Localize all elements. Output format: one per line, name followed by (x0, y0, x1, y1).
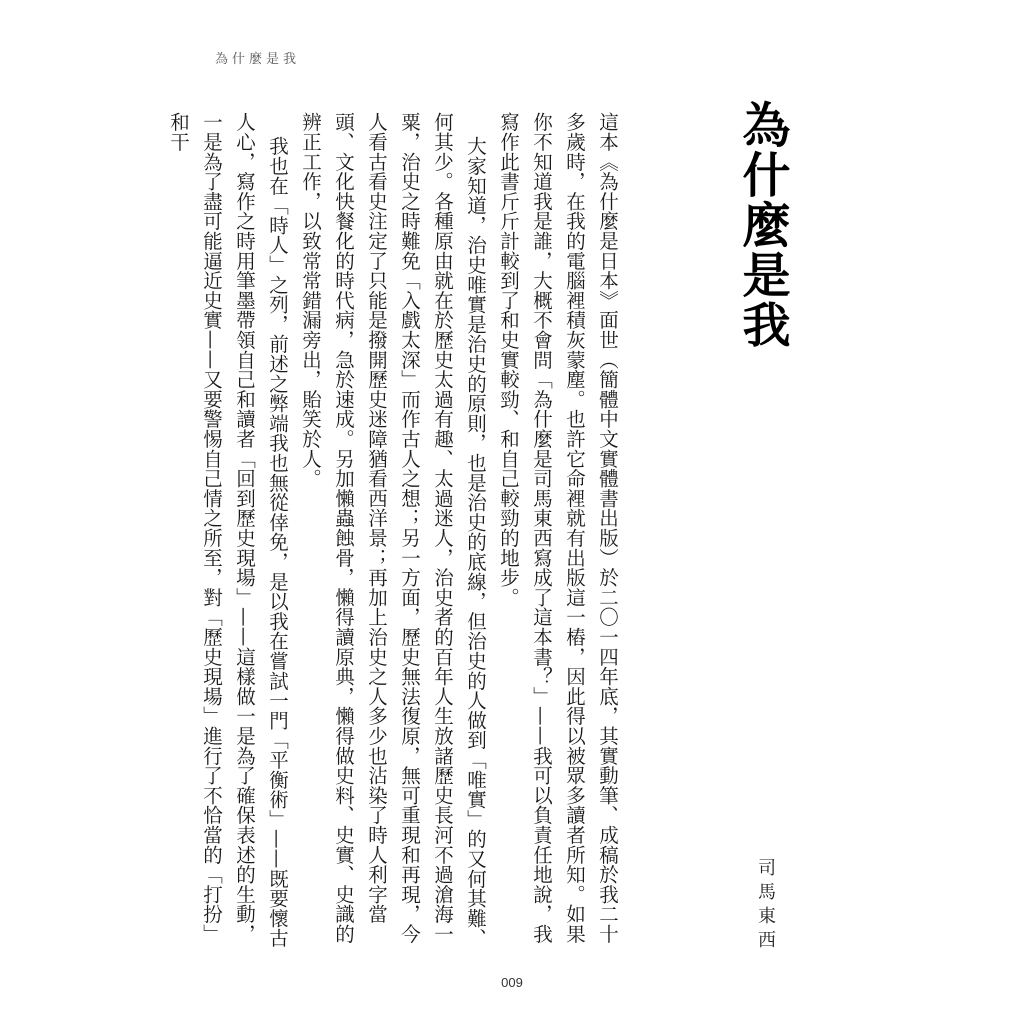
running-head: 為什麼是我 (215, 52, 301, 67)
body-text (162, 112, 624, 952)
chapter-title: 為什麼是我 (734, 100, 790, 350)
paragraph-1: 這本《為什麼是日本》面世（簡體中文實體書出版）於二〇一四年底，其實動筆、成稿於我二十多歲時，在我的電腦裡積灰蒙塵。也許它命裡就有出版這一樁，因此得以被眾多讀者所知。如果你不知道我是誰，大概不會問「為什麼是司馬東西寫成了這本書？」——我可以負責任地說，我寫作此書斤斤計較到了和史實較勁、和自己較勁的地步。 (497, 112, 619, 944)
author-name: 司馬東西 (755, 858, 776, 954)
page-number: 009 (501, 975, 523, 990)
paragraph-3: 我也在「時人」之列，前述之弊端我也無從倖免，是以我在嘗試一門「平衡術」——既要懷古人心，寫作之時用筆墨帶領自己和讀者「回到歷史現場」——這樣做一是為了確保表述的生動，一是為了盡可能逼近史實——又要警惕自己情之所至，對「歷史現場」進行了不恰當的「打扮」和干 (167, 112, 289, 949)
paragraph-2: 大家知道，治史唯實是治史的原則，也是治史的底線，但治史的人做到「唯實」的又何其難、何其少。各種原由就在於歷史太過有趣、太過迷人，治史者的百年人生放諸歷史長河不過滄海一粟，治史之時難免「入戲太深」而作古人之想；另一方面，歷史無法復原，無可重現和再現，今人看古看史注定了只能是撥開歷史迷障猶看西洋景；再加上治史之人多少也沾染了時人利字當頭、文化快餐化的時代病，急於速成。另加懶蟲蝕骨，懶得讀原典，懶得做史料、史實、史識的辨正工作，以致常常錯漏旁出，貽笑於人。 (299, 112, 487, 949)
